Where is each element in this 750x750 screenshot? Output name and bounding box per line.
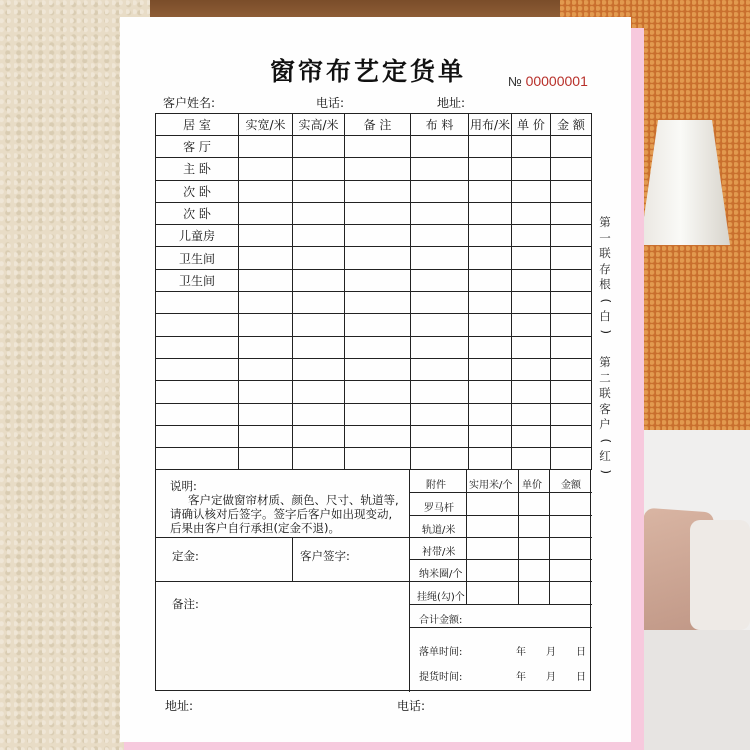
table-cell xyxy=(512,358,551,380)
table-cell xyxy=(512,448,551,470)
table-cell xyxy=(293,269,345,291)
table-cell xyxy=(345,136,411,158)
table-cell xyxy=(345,448,411,470)
table-cell xyxy=(512,381,551,403)
table-cell xyxy=(469,358,512,380)
notes-title: 说明: xyxy=(170,479,197,493)
room-cell xyxy=(156,358,239,380)
table-cell xyxy=(512,336,551,358)
order-table xyxy=(155,113,592,470)
table-cell xyxy=(411,180,469,202)
table-cell xyxy=(239,158,293,180)
table-cell xyxy=(512,403,551,425)
accessory-amount-header: 金额 xyxy=(561,480,581,491)
table-cell xyxy=(469,158,512,180)
table-cell xyxy=(239,292,293,314)
table-cell xyxy=(411,448,469,470)
table-row xyxy=(156,314,592,336)
table-cell xyxy=(411,158,469,180)
table-cell xyxy=(239,202,293,224)
table-cell xyxy=(469,136,512,158)
accessory-ring: 纳米圈/个 xyxy=(419,569,463,580)
table-cell xyxy=(411,247,469,269)
side-char: 第 xyxy=(599,355,611,369)
side-char: 二 xyxy=(599,370,611,385)
form-title: 窗帘布艺定货单 xyxy=(270,57,467,86)
table-cell xyxy=(469,247,512,269)
table-cell xyxy=(239,425,293,447)
side-text-stub xyxy=(598,215,612,340)
side-char: ( xyxy=(598,438,613,444)
table-cell xyxy=(239,381,293,403)
table-cell xyxy=(293,202,345,224)
table-row xyxy=(156,180,592,202)
table-cell xyxy=(411,136,469,158)
pickup-day: 日 xyxy=(576,672,586,683)
serial-number xyxy=(508,73,588,89)
header-fabric: 布 料 xyxy=(411,114,469,136)
table-cell xyxy=(411,381,469,403)
customer-signature-label: 客户签字: xyxy=(300,549,350,563)
table-cell xyxy=(551,247,592,269)
table-row xyxy=(156,403,592,425)
table-cell xyxy=(345,225,411,247)
notes-line-2: 请确认核对后签字。签字后客户如出现变动, xyxy=(170,507,393,521)
table-cell xyxy=(512,425,551,447)
address-label: 地址: xyxy=(437,96,466,110)
table-cell xyxy=(469,180,512,202)
table-cell xyxy=(512,136,551,158)
accessory-track: 轨道/米 xyxy=(422,525,456,536)
room-cell xyxy=(156,381,239,403)
table-cell xyxy=(551,180,592,202)
header-notes: 备 注 xyxy=(345,114,411,136)
table-cell xyxy=(293,448,345,470)
order-time-label: 落单时间: xyxy=(419,647,463,658)
header-width: 实宽/米 xyxy=(239,114,293,136)
table-cell xyxy=(469,269,512,291)
table-cell xyxy=(551,448,592,470)
table-cell xyxy=(293,225,345,247)
table-cell xyxy=(512,158,551,180)
room-cell xyxy=(156,403,239,425)
table-cell xyxy=(239,225,293,247)
table-cell xyxy=(293,158,345,180)
table-cell xyxy=(551,158,592,180)
table-cell xyxy=(469,403,512,425)
footer-address-label: 地址: xyxy=(165,699,194,713)
table-cell xyxy=(551,136,592,158)
side-char: 存 xyxy=(599,261,611,276)
room-cell: 客 厅 xyxy=(156,136,239,158)
table-cell xyxy=(411,425,469,447)
order-month: 月 xyxy=(546,647,556,658)
table-cell xyxy=(512,180,551,202)
table-cell xyxy=(293,425,345,447)
table-cell xyxy=(551,269,592,291)
accessory-header: 附件 xyxy=(426,480,446,491)
table-row xyxy=(156,136,592,158)
table-cell xyxy=(411,202,469,224)
side-char: ) xyxy=(598,329,613,335)
serial-value: 00000001 xyxy=(525,73,588,89)
table-cell xyxy=(239,336,293,358)
table-row xyxy=(156,448,592,470)
remarks-label: 备注: xyxy=(172,597,199,611)
header-height: 实高/米 xyxy=(293,114,345,136)
room-cell: 儿童房 xyxy=(156,225,239,247)
accessory-qty-header: 实用米/个 xyxy=(469,480,513,491)
bottom-section xyxy=(155,469,591,691)
side-char: 红 xyxy=(599,448,611,463)
accessory-tape: 衬带/米 xyxy=(422,547,456,558)
table-header-row xyxy=(156,114,592,136)
table-cell xyxy=(239,448,293,470)
table-cell xyxy=(293,136,345,158)
table-cell xyxy=(411,336,469,358)
table-row xyxy=(156,202,592,224)
table-cell xyxy=(469,314,512,336)
room-cell xyxy=(156,314,239,336)
table-cell xyxy=(239,247,293,269)
table-cell xyxy=(239,269,293,291)
table-cell xyxy=(293,292,345,314)
table-cell xyxy=(512,202,551,224)
table-cell xyxy=(345,247,411,269)
side-char: 根 xyxy=(599,277,611,292)
table-cell xyxy=(512,247,551,269)
table-cell xyxy=(551,292,592,314)
side-char: 第 xyxy=(599,215,611,229)
table-cell xyxy=(551,225,592,247)
table-cell xyxy=(345,180,411,202)
table-cell xyxy=(293,358,345,380)
table-cell xyxy=(512,269,551,291)
table-cell xyxy=(512,225,551,247)
table-row xyxy=(156,292,592,314)
table-row xyxy=(156,336,592,358)
header-amount: 金 额 xyxy=(551,114,592,136)
table-cell xyxy=(293,180,345,202)
notes-line-1: 客户定做窗帘材质、颜色、尺寸、轨道等, xyxy=(188,493,399,507)
accessory-roman-rod: 罗马杆 xyxy=(424,503,454,514)
pickup-time-label: 提货时间: xyxy=(419,672,463,683)
table-row xyxy=(156,225,592,247)
pickup-month: 月 xyxy=(546,672,556,683)
room-cell: 次 卧 xyxy=(156,202,239,224)
order-year: 年 xyxy=(516,647,526,658)
table-cell xyxy=(345,336,411,358)
table-row xyxy=(156,358,592,380)
table-cell xyxy=(551,202,592,224)
copy-label-stub xyxy=(598,215,612,340)
table-cell xyxy=(345,292,411,314)
footer-phone-label: 电话: xyxy=(397,699,426,713)
room-cell xyxy=(156,425,239,447)
customer-name-label: 客户姓名: xyxy=(163,96,216,110)
table-cell xyxy=(512,314,551,336)
table-cell xyxy=(551,358,592,380)
white-pillow xyxy=(690,520,750,630)
table-cell xyxy=(345,358,411,380)
table-cell xyxy=(345,269,411,291)
table-cell xyxy=(469,202,512,224)
accessory-cord: 挂绳(勾)个 xyxy=(417,592,465,603)
table-cell xyxy=(411,403,469,425)
table-cell xyxy=(411,314,469,336)
total-amount-label: 合计金额: xyxy=(419,615,463,626)
room-cell: 次 卧 xyxy=(156,180,239,202)
table-cell xyxy=(345,202,411,224)
side-char: ( xyxy=(598,298,613,304)
table-cell xyxy=(293,247,345,269)
table-cell xyxy=(293,381,345,403)
table-cell xyxy=(239,358,293,380)
room-cell xyxy=(156,448,239,470)
room-cell: 卫生间 xyxy=(156,269,239,291)
notes-line-3: 后果由客户自行承担(定金不退)。 xyxy=(170,521,340,535)
header-fabric-used: 用布/米 xyxy=(469,114,512,136)
side-char: 客 xyxy=(599,401,611,416)
table-cell xyxy=(345,314,411,336)
table-cell xyxy=(512,292,551,314)
table-cell xyxy=(411,269,469,291)
table-cell xyxy=(411,225,469,247)
table-cell xyxy=(411,292,469,314)
table-cell xyxy=(239,180,293,202)
table-cell xyxy=(469,425,512,447)
side-char: 联 xyxy=(599,386,611,401)
table-row xyxy=(156,158,592,180)
table-cell xyxy=(345,425,411,447)
side-char: ) xyxy=(598,469,613,475)
header-room: 居 室 xyxy=(156,114,239,136)
accessory-price-header: 单价 xyxy=(522,480,542,491)
order-day: 日 xyxy=(576,647,586,658)
table-cell xyxy=(551,381,592,403)
table-row xyxy=(156,247,592,269)
table-cell xyxy=(345,381,411,403)
table-cell xyxy=(239,136,293,158)
table-cell xyxy=(469,448,512,470)
table-cell xyxy=(551,403,592,425)
pickup-year: 年 xyxy=(516,672,526,683)
table-row xyxy=(156,269,592,291)
header-unit-price: 单 价 xyxy=(512,114,551,136)
table-cell xyxy=(551,336,592,358)
room-cell: 卫生间 xyxy=(156,247,239,269)
side-char: 白 xyxy=(599,308,611,323)
room-cell xyxy=(156,292,239,314)
table-cell xyxy=(239,314,293,336)
table-cell xyxy=(469,336,512,358)
phone-label: 电话: xyxy=(316,96,345,110)
room-cell: 主 卧 xyxy=(156,158,239,180)
side-char: 户 xyxy=(599,417,611,432)
deposit-label: 定金: xyxy=(172,549,199,563)
side-text-customer xyxy=(598,355,612,480)
table-cell xyxy=(469,292,512,314)
table-cell xyxy=(551,314,592,336)
copy-label-customer xyxy=(598,355,612,480)
table-cell xyxy=(293,403,345,425)
serial-prefix: № xyxy=(508,74,522,89)
table-cell xyxy=(411,358,469,380)
table-cell xyxy=(239,403,293,425)
table-row xyxy=(156,381,592,403)
table-cell xyxy=(345,403,411,425)
table-cell xyxy=(345,158,411,180)
table-cell xyxy=(551,425,592,447)
table-cell xyxy=(293,314,345,336)
side-char: 一 xyxy=(599,230,611,245)
table-cell xyxy=(293,336,345,358)
side-char: 联 xyxy=(599,246,611,261)
table-row xyxy=(156,425,592,447)
room-cell xyxy=(156,336,239,358)
table-cell xyxy=(469,381,512,403)
table-cell xyxy=(469,225,512,247)
